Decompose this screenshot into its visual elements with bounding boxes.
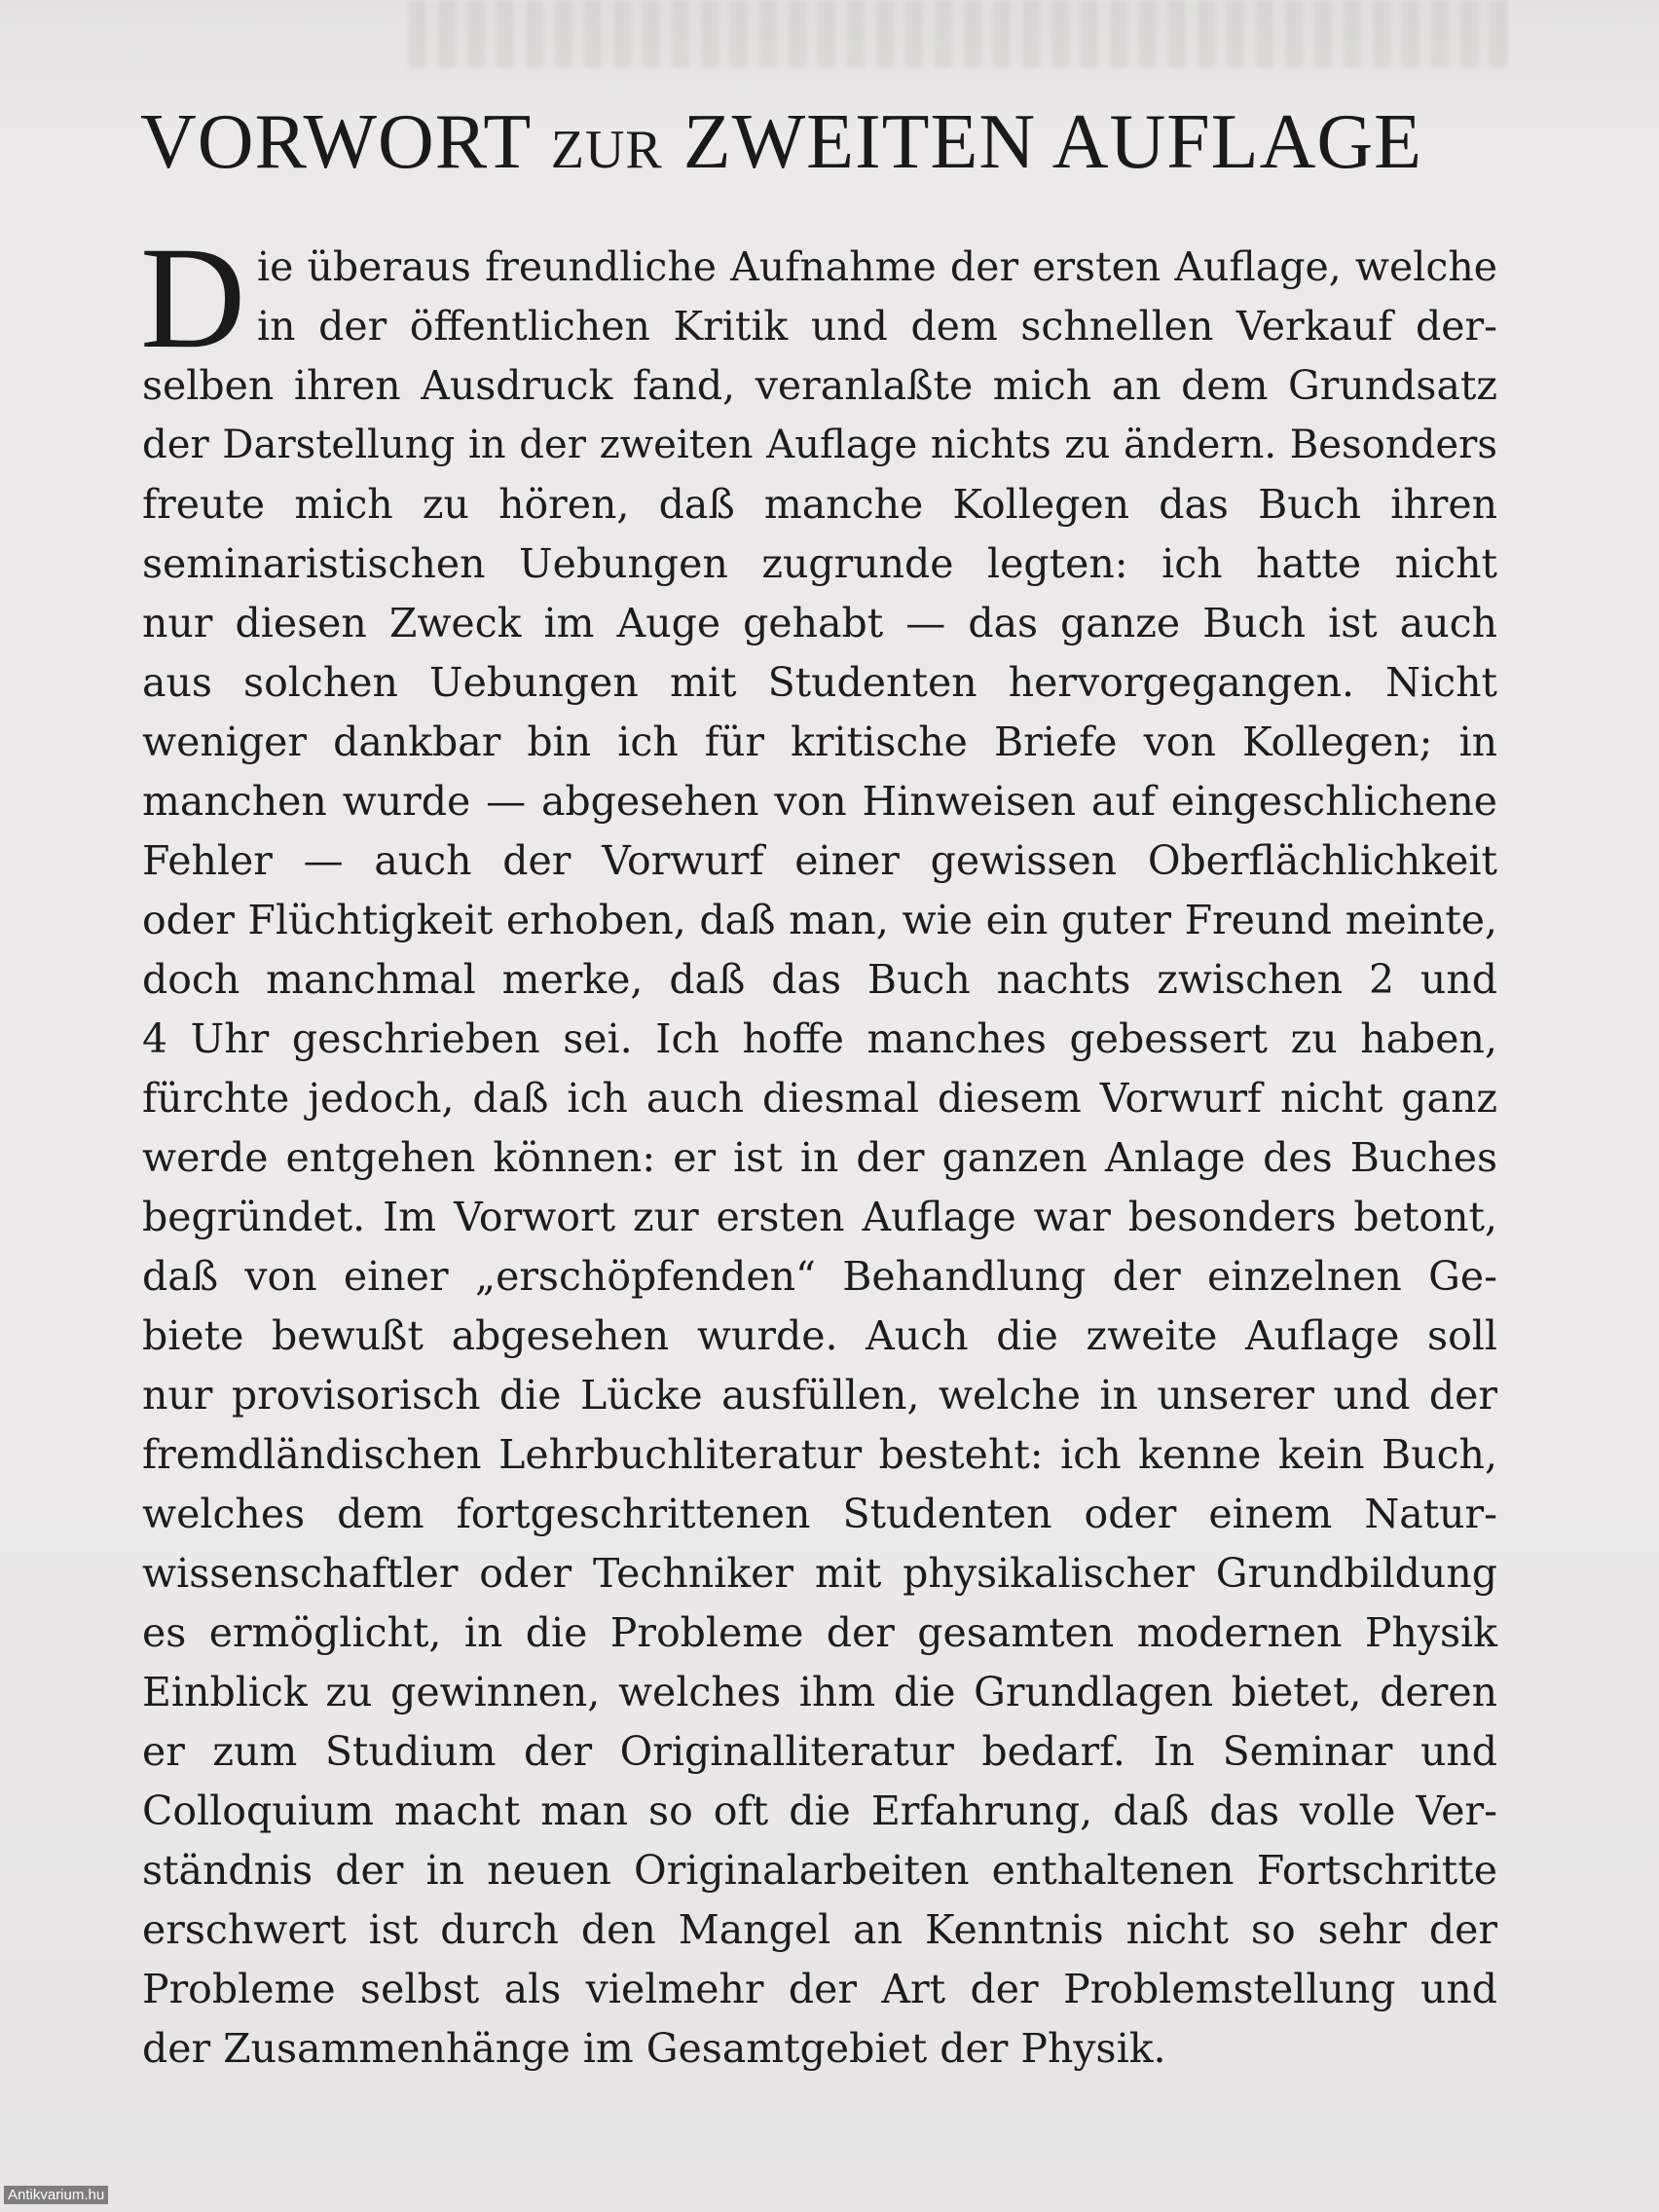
- text-line: Einblick zu gewinnen, welches ihm die Grundlagen bietet, deren: [142, 1669, 1497, 1715]
- text-line: Probleme selbst als vielmehr der Art der Problemstellung und: [142, 1966, 1497, 2012]
- text-line: er zum Studium der Originalliteratur bedarf. In Seminar und: [142, 1728, 1497, 1775]
- text-line: biete bewußt abgesehen wurde. Auch die zweite Auflage soll: [142, 1312, 1497, 1359]
- text-line: wissenschaftler oder Techniker mit physikalischer Grundbildung: [142, 1550, 1497, 1597]
- text-line: es ermöglicht, in die Probleme der gesamten modernen Physik: [142, 1609, 1497, 1656]
- preface-body: [140, 217, 1497, 2079]
- text-line: 4 Uhr geschrieben sei. Ich hoffe manches gebessert zu haben,: [142, 1015, 1497, 1062]
- text-line: freute mich zu hören, daß manche Kollegen das Buch ihren: [142, 481, 1497, 528]
- text-line: oder Flüchtigkeit erhoben, daß man, wie ein guter Freund meinte,: [142, 897, 1497, 943]
- text-line: werde entgehen können: er ist in der ganzen Anlage des Buches: [142, 1134, 1497, 1181]
- text-line: in der öffentlichen Kritik und dem schnellen Verkauf der-: [257, 303, 1497, 350]
- text-line: ie überaus freundliche Aufnahme der ersten Auflage, welche: [257, 243, 1497, 290]
- text-line-last: der Zusammenhänge im Gesamtgebiet der Physik.: [142, 2025, 1166, 2072]
- text-line: seminaristischen Uebungen zugrunde legten: ich hatte nicht: [142, 540, 1497, 587]
- text-line: der Darstellung in der zweiten Auflage nichts zu ändern. Besonders: [142, 423, 1497, 467]
- title-word-zur: ZUR: [550, 120, 663, 180]
- text-line: nur provisorisch die Lücke ausfüllen, welche in unserer und der: [142, 1372, 1497, 1419]
- text-line: ständnis der in neuen Originalarbeiten enthaltenen Fortschritte: [142, 1847, 1497, 1894]
- text-line: weniger dankbar bin ich für kritische Briefe von Kollegen; in: [142, 719, 1497, 765]
- text-line: doch manchmal merke, daß das Buch nachts zwischen 2 und: [142, 956, 1497, 1003]
- text-line: welches dem fortgeschrittenen Studenten oder einem Natur-: [142, 1491, 1497, 1537]
- text-line: Colloquium macht man so oft die Erfahrung, daß das volle Ver-: [142, 1788, 1497, 1834]
- text-line: fremdländischen Lehrbuchliteratur besteht: ich kenne kein Buch,: [142, 1431, 1497, 1478]
- text-line: erschwert ist durch den Mangel an Kenntnis nicht so sehr der: [142, 1906, 1497, 1953]
- title-rest: ZWEITEN AUFLAGE: [682, 99, 1423, 185]
- page-title: [140, 95, 1523, 197]
- text-line: manchen wurde — abgesehen von Hinweisen auf eingeschlichene: [142, 778, 1497, 825]
- title-word-vorwort: VORWORT: [140, 99, 531, 185]
- text-line: nur diesen Zweck im Auge gehabt — das ganze Buch ist auch: [142, 600, 1497, 646]
- drop-cap: D: [140, 217, 246, 379]
- text-line: Fehler — auch der Vorwurf einer gewissen Oberflächlichkeit: [142, 837, 1497, 884]
- text-line: selben ihren Ausdruck fand, veranlaßte mich an dem Grundsatz: [142, 362, 1497, 409]
- text-line: aus solchen Uebungen mit Studenten hervorgegangen. Nicht: [142, 659, 1497, 706]
- show-through-text: [409, 0, 1509, 68]
- text-line: fürchte jedoch, daß ich auch diesmal diesem Vorwurf nicht ganz: [142, 1075, 1497, 1122]
- watermark-label: Antikvarium.hu: [4, 2186, 108, 2204]
- text-line: begründet. Im Vorwort zur ersten Auflage war besonders betont,: [142, 1194, 1497, 1240]
- text-line: daß von einer „erschöpfenden“ Behandlung der einzelnen Ge-: [142, 1253, 1497, 1300]
